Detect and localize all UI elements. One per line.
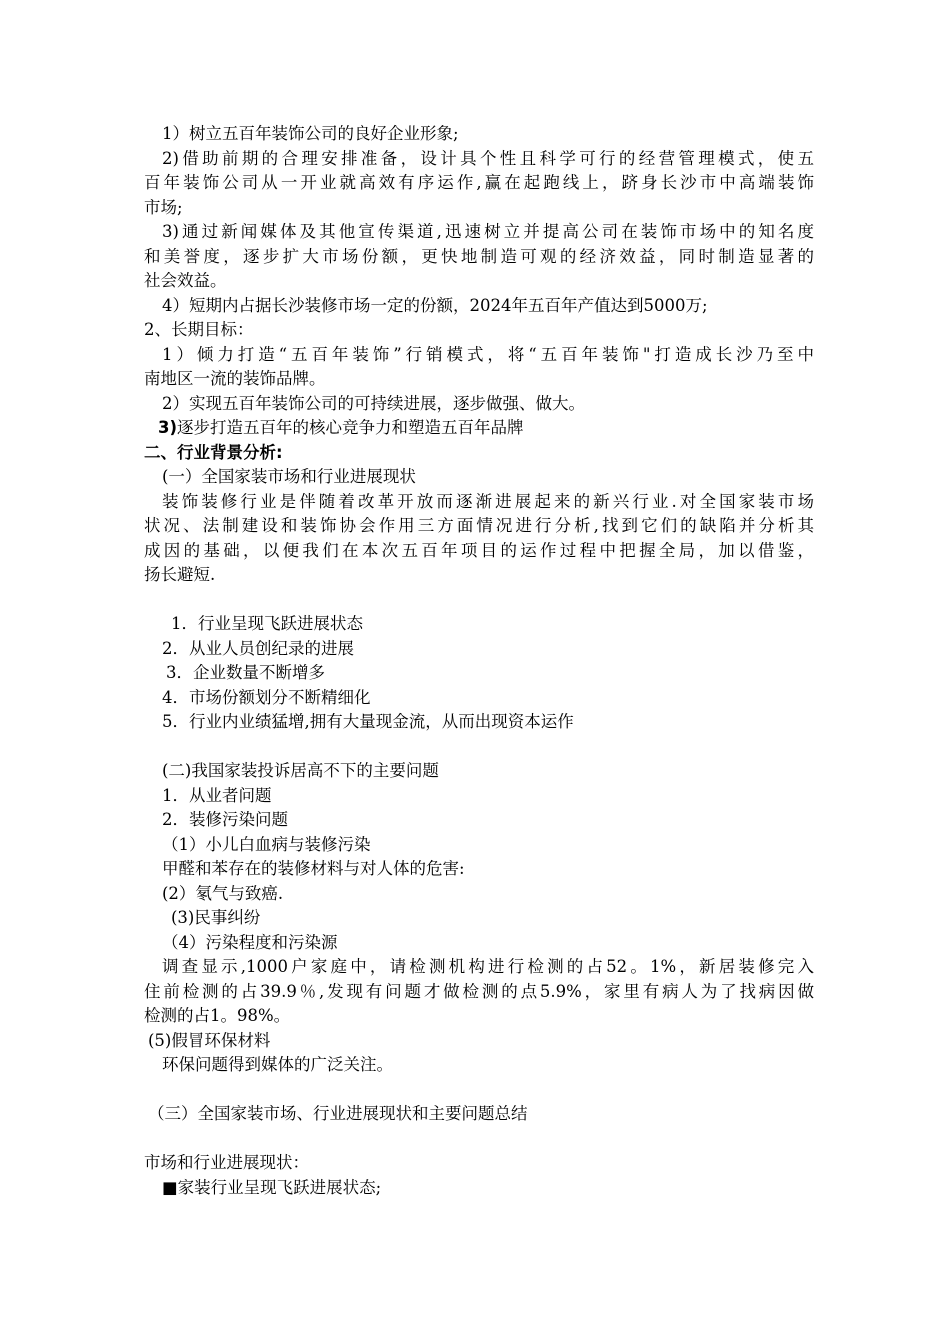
goal-item-3 xyxy=(144,220,814,294)
text-line: 环保问题得到媒体的广泛关注。 xyxy=(162,1055,393,1074)
long-term-item-1 xyxy=(144,343,814,392)
subsection-2-heading: (二)我国家装投诉居高不下的主要问题 xyxy=(162,761,439,780)
intro-paragraph xyxy=(144,490,814,588)
text-line: 检测的占1。98%。 xyxy=(144,1006,291,1025)
text-line: 成因的基础，以便我们在本次五百年项目的运作过程中把握全局，加以借鉴， xyxy=(144,540,814,560)
text-line: 状况、法制建设和装饰协会作用三方面情况进行分析,找到它们的缺陷并分析其 xyxy=(144,516,814,535)
goal-item-1: 1）树立五百年装饰公司的良好企业形象; xyxy=(162,124,459,143)
text-line: 社会效益。 xyxy=(144,271,227,290)
list-item: 1．从业者问题 xyxy=(162,785,272,805)
item-number: 3) xyxy=(158,418,178,437)
summary-heading: 市场和行业进展现状： xyxy=(144,1153,309,1172)
item-text: 逐步打造五百年的核心竞争力和塑造五百年品牌 xyxy=(177,418,524,437)
list-item: (2）氡气与致癌. xyxy=(162,883,284,903)
section-2-heading: 二、行业背景分析: xyxy=(144,442,283,462)
blank-line xyxy=(144,1127,814,1152)
list-item: (5)假冒环保材料 xyxy=(148,1030,271,1050)
text-line: 1）倾力打造“五百年装饰”行销模式，将“五百年装饰"打造成长沙乃至中 xyxy=(162,344,814,364)
list-item: 4．市场份额划分不断精细化 xyxy=(162,687,371,707)
list-item: 1．行业呈现飞跃进展状态 xyxy=(171,614,363,633)
blank-line xyxy=(144,735,814,760)
document-page xyxy=(144,122,814,1200)
survey-paragraph xyxy=(144,955,814,1029)
text-line: 住前检测的占39.9％,发现有问题才做检测的点5.9%，家里有病人为了找病因做 xyxy=(144,981,814,1001)
text-line: 扬长避短. xyxy=(144,565,216,584)
text-line: 百年装饰公司从一开业就高效有序运作,赢在起跑线上，跻身长沙市中高端装饰 xyxy=(144,173,814,192)
list-item: 5．行业内业绩猛增,拥有大量现金流，从而出现资本运作 xyxy=(162,712,574,731)
text-line: 装饰装修行业是伴随着改革开放而逐渐进展起来的新兴行业.对全国家装市场 xyxy=(162,491,814,511)
text-line: 调查显示,1000户家庭中，请检测机构进行检测的占52。1%，新居装修完入 xyxy=(162,957,814,976)
list-item: 2．装修污染问题 xyxy=(162,810,288,829)
long-term-item-3 xyxy=(144,416,814,441)
blank-line xyxy=(144,1078,814,1103)
text-line: 市场; xyxy=(144,197,183,217)
list-item: （4）污染程度和污染源 xyxy=(162,932,338,952)
goal-item-4: 4）短期内占据长沙装修市场一定的份额，2024年五百年产值达到5000万; xyxy=(162,295,708,315)
text-line: 南地区一流的装饰品牌。 xyxy=(144,369,326,388)
text-line: 和美誉度，逐步扩大市场份额，更快地制造可观的经济效益，同时制造显著的 xyxy=(144,246,814,266)
list-item: (3)民事纠纷 xyxy=(171,908,261,927)
goal-item-2 xyxy=(144,147,814,221)
list-item: （1）小儿白血病与装修污染 xyxy=(162,834,371,854)
long-term-goals-heading: 2、长期目标： xyxy=(144,320,254,339)
list-item: 2．从业人员创纪录的进展 xyxy=(162,638,354,658)
text-line: 3)通过新闻媒体及其他宣传渠道,迅速树立并提高公司在装饰市场中的知名度 xyxy=(162,222,814,241)
text-line: 甲醛和苯存在的装修材料与对人体的危害: xyxy=(162,859,465,878)
list-item: 3．企业数量不断增多 xyxy=(166,663,325,682)
blank-line xyxy=(144,588,814,613)
long-term-item-2: 2）实现五百年装饰公司的可持续进展，逐步做强、做大。 xyxy=(162,393,585,413)
subsection-3-heading: （三）全国家装市场、行业进展现状和主要问题总结 xyxy=(148,1104,528,1123)
bullet-item: ■家装行业呈现飞跃进展状态; xyxy=(162,1177,382,1197)
subsection-1-heading: (一）全国家装市场和行业进展现状 xyxy=(162,467,416,486)
text-line: 2)借助前期的合理安排准备，设计具个性且科学可行的经营管理模式，使五 xyxy=(162,148,814,168)
